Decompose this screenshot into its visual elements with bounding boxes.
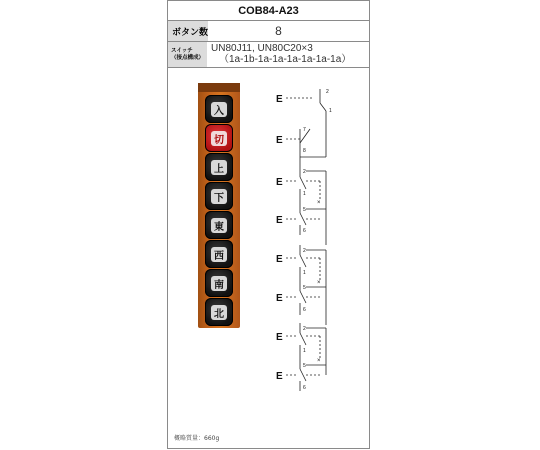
g5-cross: ×	[317, 358, 321, 364]
switch-value-line1: UN80J11, UN80C20×3	[211, 43, 313, 54]
model-title: COB84-A23	[168, 1, 369, 21]
pendant-button-5-label: 東	[211, 218, 227, 233]
button-count-label: ボタン数	[168, 21, 208, 41]
pendant-button-6-label: 西	[211, 247, 227, 262]
g2-top-num: 7	[303, 127, 306, 133]
pendant-button-4	[205, 182, 233, 210]
pendant-button-6	[205, 240, 233, 268]
g3-a: 2	[303, 169, 306, 175]
contact-group-2	[276, 121, 326, 157]
g4-cross: ×	[317, 280, 321, 286]
contact-group-5	[276, 323, 326, 391]
g1-top-num: 2	[326, 89, 329, 95]
g4-b: 1	[303, 270, 306, 276]
contact-group-3	[276, 157, 326, 245]
pendant-button-1	[205, 95, 233, 123]
switch-label	[168, 42, 207, 67]
e-label-7: E	[276, 332, 283, 343]
e-label-8: E	[276, 371, 283, 382]
pendant-button-5	[205, 211, 233, 239]
weight-note: 概略質量：660g	[174, 435, 220, 442]
pendant-button-2	[205, 124, 233, 152]
g3-d: 6	[303, 228, 306, 234]
button-count-value: 8	[275, 24, 282, 38]
g1-bottom-num: 1	[329, 108, 332, 114]
switch-label-line1: スイッチ	[171, 47, 193, 54]
e-label-5: E	[276, 254, 283, 265]
switch-value	[207, 42, 369, 67]
pendant-button-3-label: 上	[211, 160, 227, 175]
g4-c: 5	[303, 285, 306, 291]
pendant-switch-image	[198, 83, 240, 328]
contact-wiring-diagram	[270, 85, 360, 395]
g5-c: 5	[303, 363, 306, 369]
switch-row	[168, 42, 369, 68]
g2-bottom-num: 8	[303, 148, 306, 154]
pendant-button-8-label: 北	[211, 305, 227, 320]
contact-group-1	[276, 89, 332, 121]
pendant-top-cap	[198, 83, 240, 92]
g4-a: 2	[303, 248, 306, 254]
pendant-button-7	[205, 269, 233, 297]
e-label-4: E	[276, 215, 283, 226]
g5-b: 1	[303, 348, 306, 354]
g5-d: 6	[303, 385, 306, 391]
pendant-button-3	[205, 153, 233, 181]
button-count-row	[168, 21, 369, 42]
switch-value-line2: （1a-1b-1a-1a-1a-1a-1a-1a）	[219, 54, 352, 65]
g3-c: 5	[303, 207, 306, 213]
pendant-button-1-label: 入	[211, 102, 227, 117]
e-label-1: E	[276, 94, 283, 105]
pendant-button-2-label: 切	[211, 131, 227, 146]
g3-cross: ×	[317, 200, 321, 206]
pendant-button-4-label: 下	[211, 189, 227, 204]
e-label-6: E	[276, 293, 283, 304]
g5-a: 2	[303, 326, 306, 332]
e-label-2: E	[276, 135, 283, 146]
switch-label-line2: （接点構成）	[171, 54, 205, 61]
pendant-button-8	[205, 298, 233, 326]
pendant-button-7-label: 南	[211, 276, 227, 291]
g4-d: 6	[303, 307, 306, 313]
g3-b: 1	[303, 191, 306, 197]
e-label-3: E	[276, 177, 283, 188]
contact-group-4	[276, 245, 326, 325]
